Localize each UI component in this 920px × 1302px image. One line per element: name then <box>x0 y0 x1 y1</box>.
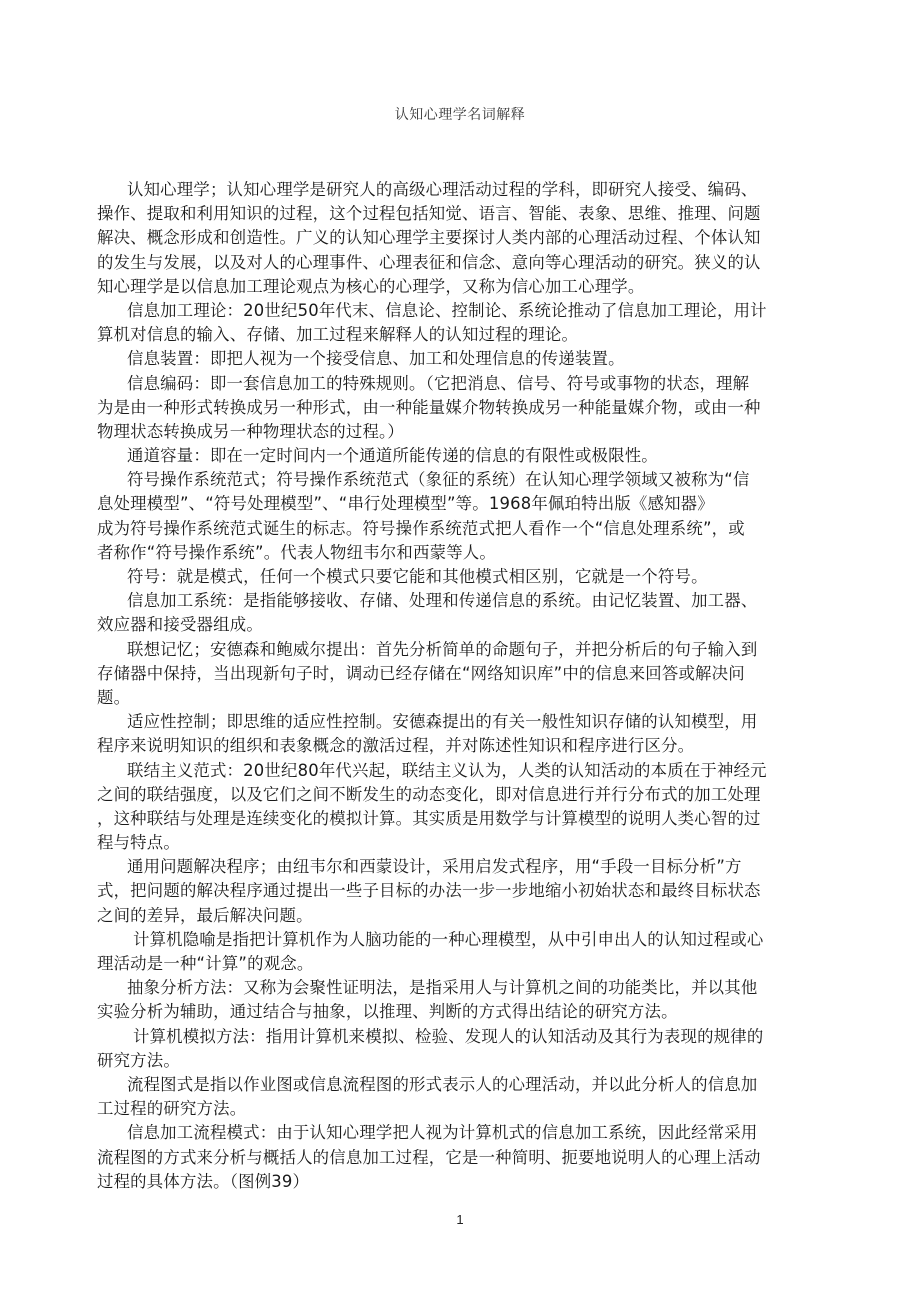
text-line: 知心理学是以信息加工理论观点为核心的心理学，又称为信心加工心理学。 <box>97 276 645 296</box>
page-number: 1 <box>456 1212 464 1227</box>
text-line: 符号操作系统范式；符号操作系统范式（象征的系统）在认知心理学领域又被称为“信 <box>127 470 750 490</box>
text-line: 之间的差异，最后解决问题。 <box>97 905 313 925</box>
text-line: 抽象分析方法：又称为会聚性证明法，是指采用人与计算机之间的功能类比，并以其他 <box>127 978 758 998</box>
text-line: 联结主义范式：20世纪80年代兴起，联结主义认为，人类的认知活动的本质在于神经元 <box>127 760 767 780</box>
text-line: 符号：就是模式，任何一个模式只要它能和其他模式相区别，它就是一个符号。 <box>127 567 708 586</box>
text-line: 联想记忆；安德森和鲍威尔提出：首先分析简单的命题句子，并把分析后的句子输入到 <box>127 639 758 659</box>
text-line: 研究方法。 <box>97 1050 180 1070</box>
text-line: 效应器和接受器组成。 <box>97 615 263 635</box>
text-line: 程与特点。 <box>97 833 180 853</box>
text-line: 操作、提取和利用知识的过程，这个过程包括知觉、语言、智能、表象、思维、推理、问题 <box>97 204 761 224</box>
text-line: 的发生与发展，以及对人的心理事件、心理表征和信念、意向等心理活动的研究。狭义的认 <box>97 252 761 272</box>
text-line: 信息加工系统：是指能够接收、存储、处理和传递信息的系统。由记忆装置、加工器、 <box>127 591 758 611</box>
text-line: 算机对信息的输入、存储、加工过程来解释人的认知过程的理论。 <box>97 325 579 345</box>
text-line: 理活动是一种“计算”的观念。 <box>97 954 314 973</box>
text-line: 实验分析为辅助，通过结合与抽象，以推理、判断的方式得出结论的研究方法。 <box>97 1002 678 1022</box>
text-line: 计算机模拟方法：指用计算机来模拟、检验、发现人的认知活动及其行为表现的规律的 <box>133 1026 764 1046</box>
text-line: 之间的联结强度，以及它们之间不断发生的动态变化，即对信息进行并行分布式的加工处理 <box>97 784 761 804</box>
text-line: 信息装置：即把人视为一个接受信息、加工和处理信息的传递装置。 <box>127 349 625 369</box>
document-title: 认知心理学名词解释 <box>394 107 526 123</box>
text-line: 式，把问题的解决程序通过提出一些子目标的办法一步一步地缩小初始状态和最终目标状态 <box>97 881 761 901</box>
text-line: 为是由一种形式转换成另一种形式，由一种能量媒介物转换成另一种能量媒介物，或由一种 <box>97 397 761 417</box>
text-line: 流程图式是指以作业图或信息流程图的形式表示人的心理活动，并以此分析人的信息加 <box>127 1074 758 1094</box>
text-line: 信息编码：即一套信息加工的特殊规则。（它把消息、信号、符号或事物的状态，理解 <box>127 373 750 393</box>
text-line: 息处理模型”、“符号处理模型”、“串行处理模型”等。1968年佩珀特出版《感知器》 <box>97 494 714 514</box>
text-line: ，这种联结与处理是连续变化的模拟计算。其实质是用数学与计算模型的说明人类心智的过 <box>97 808 761 828</box>
text-line: 程序来说明知识的组织和表象概念的激活过程，并对陈述性知识和程序进行区分。 <box>97 736 695 756</box>
text-line: 者称作“符号操作系统”。代表人物纽韦尔和西蒙等人。 <box>97 542 496 562</box>
text-line: 通用问题解决程序；由纽韦尔和西蒙设计，采用启发式程序，用“手段一目标分析”方 <box>127 857 742 877</box>
text-line: 信息加工流程模式：由于认知心理学把人视为计算机式的信息加工系统，因此经常采用 <box>127 1123 758 1143</box>
text-line: 存储器中保持，当出现新句子时，调动已经存储在“网络知识库”中的信息来回答或解决问 <box>97 663 745 683</box>
text-line: 信息加工理论：20世纪50年代末、信息论、控制论、系统论推动了信息加工理论，用计 <box>127 300 767 320</box>
text-line: 解决、概念形成和创造性。广义的认知心理学主要探讨人类内部的心理活动过程、个体认知 <box>97 228 761 248</box>
text-line: 题。 <box>97 687 131 707</box>
text-line: 认知心理学；认知心理学是研究人的高级心理活动过程的学科，即研究人接受、编码、 <box>127 180 758 199</box>
text-line: 物理状态转换成另一种物理状态的过程。） <box>97 421 405 441</box>
text-line: 计算机隐喻是指把计算机作为人脑功能的一种心理模型，从中引申出人的认知过程或心 <box>133 929 764 949</box>
text-line: 流程图的方式来分析与概括人的信息加工过程，它是一种简明、扼要地说明人的心理上活动 <box>97 1147 761 1167</box>
text-line: 过程的具体方法。（图例39） <box>97 1171 310 1191</box>
text-line: 通道容量：即在一定时间内一个通道所能传递的信息的有限性或极限性。 <box>127 446 658 466</box>
document-body <box>97 178 842 1194</box>
text-line: 成为符号操作系统范式诞生的标志。符号操作系统范式把人看作一个“信息处理系统”，或 <box>97 518 745 538</box>
text-line: 适应性控制；即思维的适应性控制。安德森提出的有关一般性知识存储的认知模型，用 <box>127 712 758 732</box>
text-line: 工过程的研究方法。 <box>97 1099 247 1119</box>
